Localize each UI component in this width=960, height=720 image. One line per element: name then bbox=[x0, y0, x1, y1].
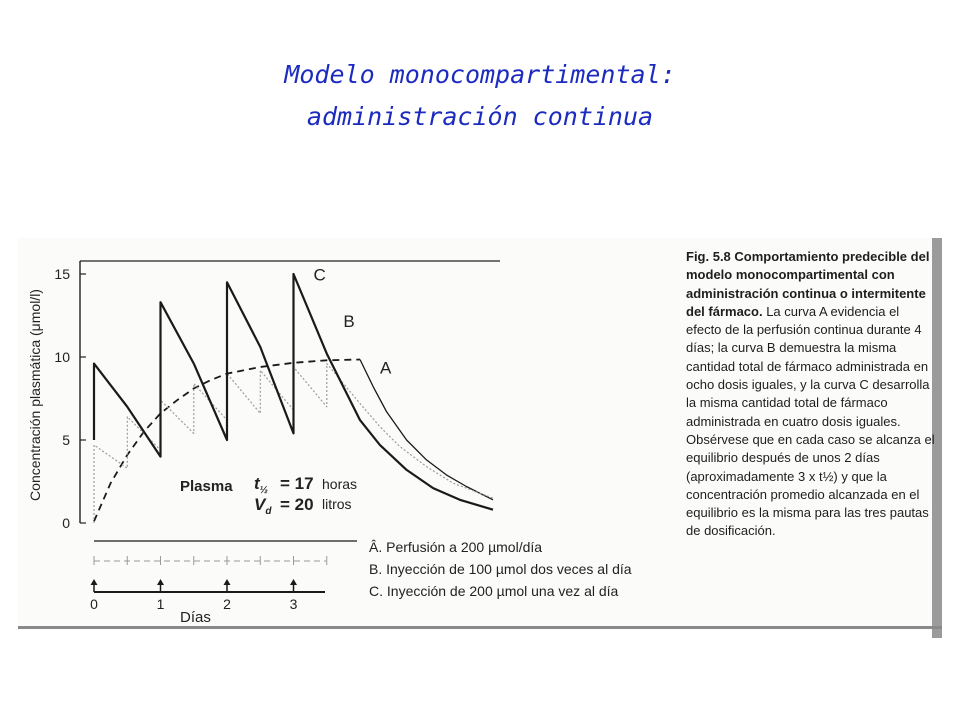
x-tick-label: 2 bbox=[223, 596, 231, 612]
x-tick-label: 3 bbox=[289, 596, 298, 612]
t-half-unit: horas bbox=[322, 476, 358, 492]
plasma-label: Plasma bbox=[180, 478, 233, 495]
t-half-value: = 17 bbox=[280, 474, 314, 493]
y-tick-label: 15 bbox=[54, 266, 70, 282]
slide-title-line1: Modelo monocompartimental: bbox=[284, 60, 676, 89]
chart-labels bbox=[27, 289, 632, 626]
series-a-solid-line bbox=[360, 360, 493, 500]
vd-subscript: d bbox=[265, 506, 272, 517]
y-tick-label: 10 bbox=[54, 349, 70, 365]
t-half-label bbox=[254, 474, 268, 496]
dosing-schedule bbox=[90, 541, 357, 612]
x-axis-title: Días bbox=[180, 609, 211, 626]
x-tick-label: 0 bbox=[90, 596, 98, 612]
vd-value: = 20 bbox=[280, 495, 314, 514]
caption-bold: Fig. 5.8 Comportamiento predecible del modelo monocompartimental con administración continua o intermitente del fármaco. bbox=[686, 249, 930, 319]
y-tick-label: 0 bbox=[62, 515, 70, 531]
x-tick-label: 1 bbox=[156, 596, 165, 612]
slide-title-line2: administración continua bbox=[306, 102, 654, 131]
vd-label bbox=[254, 495, 272, 517]
figure-caption bbox=[686, 248, 936, 541]
curve-label-a: A bbox=[379, 358, 392, 378]
t-half-symbol: t bbox=[254, 474, 260, 493]
schedule-row-b: B. Inyección de 100 µmol dos veces al día bbox=[369, 561, 632, 577]
schedule-row-c: C. Inyección de 200 µmol una vez al día bbox=[369, 583, 619, 599]
dose-arrow-head bbox=[224, 579, 231, 585]
chart-axes bbox=[54, 261, 500, 531]
curve-label-b: B bbox=[343, 312, 355, 332]
y-axis-title: Concentración plasmática (μmol/l) bbox=[27, 289, 43, 501]
dose-arrow-head bbox=[290, 579, 297, 585]
dose-arrow-head bbox=[157, 579, 164, 585]
t-half-subscript: ½ bbox=[259, 485, 269, 496]
vd-unit: litros bbox=[322, 496, 352, 512]
caption-body: La curva A evidencia el efecto de la perfusión continua durante 4 días; la curva B demuestra la misma cantidad total de fármaco administrada en ocho dosis iguales, y la curva C desarrolla la misma cantidad total de fármaco administrada en cuatro dosis iguales. Obsérvese que en cada caso se alcanza el equilibrio después de unos 2 días (aproximadamente 3 x t½) y que la concentración promedio alcanzada en el equilibrio es la misma para las tres pautas de dosificación. bbox=[686, 303, 935, 539]
y-tick-label: 5 bbox=[62, 432, 70, 448]
curve-label-c: C bbox=[313, 265, 326, 285]
schedule-row-a: Â. Perfusión a 200 µmol/día bbox=[369, 539, 543, 555]
dose-arrow-head bbox=[91, 579, 98, 585]
vd-symbol: V bbox=[254, 495, 266, 514]
